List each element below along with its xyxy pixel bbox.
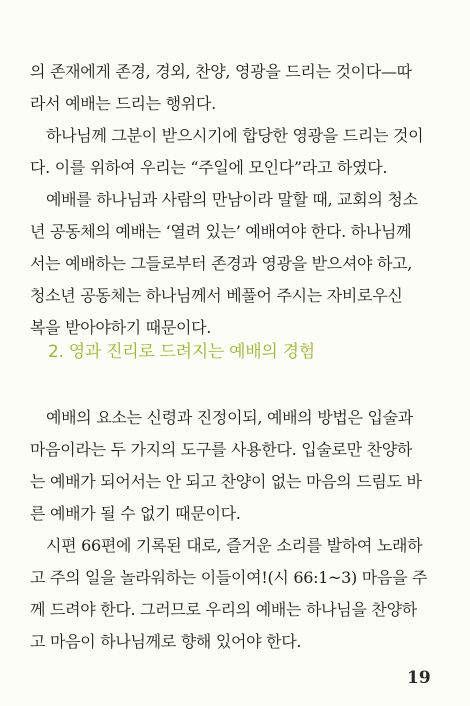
section-heading: 2. 영과 진리로 드려지는 예배의 경험 [48, 342, 315, 362]
body-text-line: 복을 받아야하기 때문이다. [30, 318, 212, 337]
body-text-line: 시편 66편에 기록된 대로, 즐거운 소리를 발하여 노래하 [46, 536, 423, 555]
body-text-line: 년 공동체의 예배는 ‘열려 있는’ 예배여야 한다. 하나님께 [30, 222, 412, 241]
body-text-line: 의 존재에게 존경, 경외, 찬양, 영광을 드리는 것이다—따 [30, 62, 412, 81]
body-text-line: 고 주의 일을 놀라워하는 이들이여!(시 66:1~3) 마음을 주 [30, 568, 428, 587]
body-text-line: 고 마음이 하나님께로 향해 있어야 한다. [30, 632, 302, 651]
body-text-line: 예배의 요소는 신령과 진정이되, 예배의 방법은 입술과 [46, 408, 413, 427]
body-text-line: 께 드려야 한다. 그러므로 우리의 예배는 하나님을 찬양하 [30, 600, 417, 619]
body-text-line: 른 예배가 될 수 없기 때문이다. [30, 504, 241, 523]
body-text-line: 예배를 하나님과 사람의 만남이라 말할 때, 교회의 청소 [46, 190, 418, 209]
page-number: 19 [407, 668, 431, 688]
body-text-line: 다. 이를 위하여 우리는 “주일에 모인다”라고 하였다. [30, 158, 388, 177]
body-text-line: 는 예배가 되어서는 안 되고 찬양이 없는 마음의 드림도 바 [30, 472, 422, 491]
body-text-line: 청소년 공동체는 하나님께서 베풀어 주시는 자비로우신 [30, 286, 403, 305]
body-text-line: 라서 예배는 드리는 행위다. [30, 94, 216, 113]
body-text-line: 마음이라는 두 가지의 도구를 사용한다. 입술로만 찬양하 [30, 440, 413, 459]
body-text-line: 하나님께 그분이 받으시기에 합당한 영광을 드리는 것이 [46, 126, 424, 145]
body-text-line: 서는 예배하는 그들로부터 존경과 영광을 받으셔야 하고, [30, 254, 413, 273]
